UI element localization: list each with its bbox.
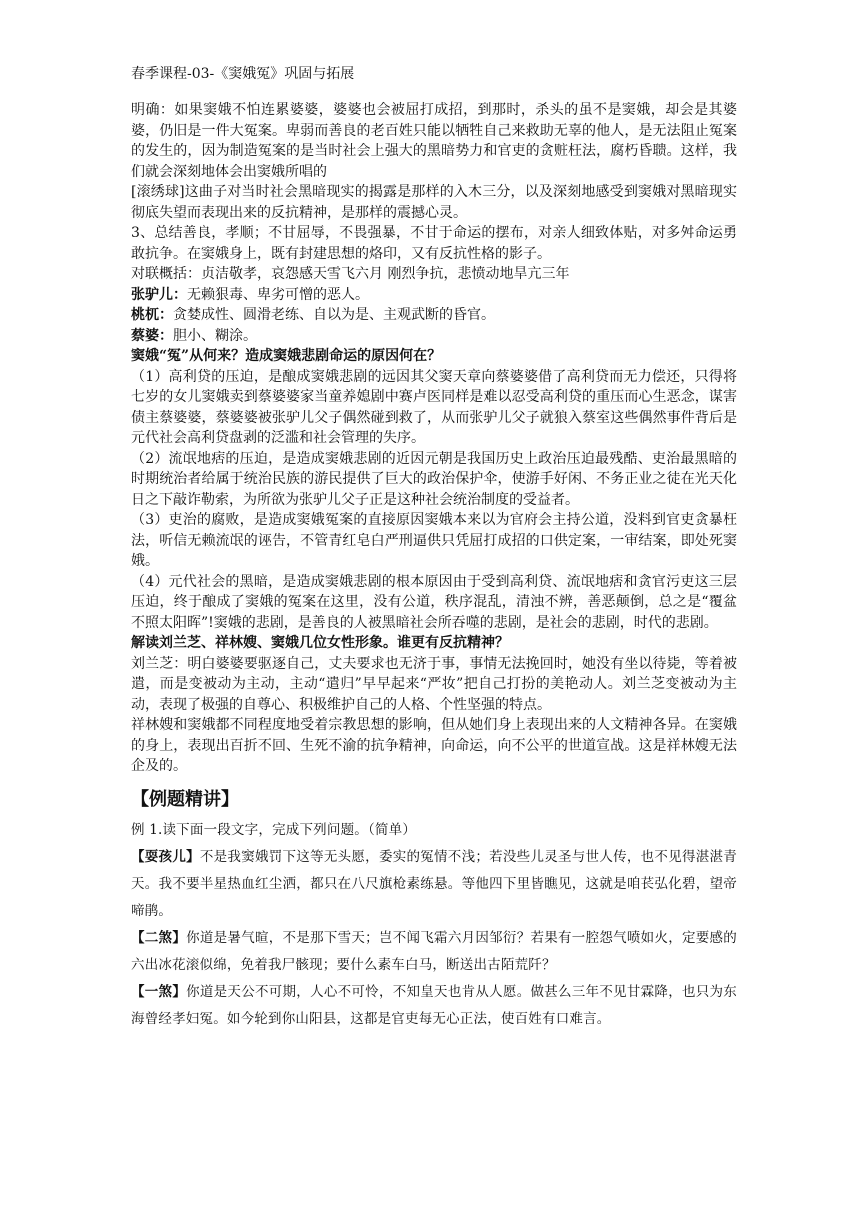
character-desc: 无赖狠毒、卑劣可憎的恶人。 — [187, 286, 369, 303]
example-block — [131, 817, 737, 1033]
character-taowu — [131, 305, 737, 326]
answer-paragraph-1: （1）高利贷的压迫，是酿成窦娥悲剧的远因其父窦天章向蔡婆婆借了高利贷而无力偿还，只得将七岁的女儿窦娥卖到蔡婆婆家当童养媳剧中赛卢医同样是难以忍受高利贷的重压而心生恶念，谋害债主蔡婆婆，蔡婆婆被张驴儿父子偶然碰到救了，从而张驴儿父子就狼入蔡室这些偶然事件背后是元代社会高利贷盘剥的泛滥和社会管理的失序。 — [131, 368, 737, 446]
question-heading-1: 窦娥“冤”从何来？造成窦娥悲剧命运的原因何在？ — [131, 348, 442, 364]
stanza-tag: 【二煞】 — [131, 929, 187, 946]
section-title: 【例题精讲】 — [131, 788, 239, 810]
answer-paragraph-2: （2）流氓地痞的压迫，是造成窦娥悲剧的近因元朝是我国历史上政治压迫最残酷、吏治最黑暗的时期统治者给属于统治民族的游民提供了巨大的政治保护伞，使游手好闲、不务正业之徒在光天化日之下敲诈勒索，为所欲为张驴儿父子正是这种社会统治制度的受益者。 — [131, 450, 737, 508]
stanza-text: 不是我窦娥罚下这等无头愿，委实的冤情不浅；若没些儿灵圣与世人传，也不见得湛湛青天。我不要半星热血红尘洒，都只在八尺旗枪素练悬。等他四下里皆瞧见，这就是咱苌弘化碧，望帝啼鹃。 — [131, 848, 737, 919]
analysis-paragraph-1: 刘兰芝：明白婆婆要驱逐自己，丈夫要求也无济于事，事情无法挽回时，她没有坐以待毙，等着被遣，而是变被动为主动，主动“遣归”早早起来“严妆”把自己打扮的美艳动人。刘兰芝变被动为主动，表现了极强的自尊心、积极维护自己的人格、个性坚强的特点。 — [131, 655, 737, 713]
document-body — [131, 100, 737, 1033]
stanza-tag: 【耍孩儿】 — [131, 848, 200, 865]
answer-paragraph-4: （4）元代社会的黑暗，是造成窦娥悲剧的根本原因由于受到高利贷、流氓地痞和贪官污吏这三层压迫，终于酿成了窦娥的冤案在这里，没有公道，秩序混乱，清浊不辨，善恶颠倒，总之是“覆盆不照太阳晖”!窦娥的悲剧，是善良的人被黑暗社会所吞噬的悲剧，是社会的悲剧，时代的悲剧。 — [131, 573, 737, 631]
paragraph-summary: 3、总结善良，孝顺；不甘屈辱，不畏强暴，不甘于命运的摆布，对亲人细致体贴，对多舛命运勇敢抗争。在窦娥身上，既有封建思想的烙印，又有反抗性格的影子。 — [131, 225, 737, 262]
paragraph-couplet: 对联概括：贞洁敬孝，哀怨感天雪飞六月 刚烈争抗，悲愤动地旱亢三年 — [131, 266, 570, 282]
character-desc: 胆小、糊涂。 — [173, 327, 257, 344]
paragraph-clarification: 明确：如果窦娥不怕连累婆婆，婆婆也会被屈打成招，到那时，杀头的虽不是窦娥，却会是其婆婆，仍旧是一件大冤案。卑弱而善良的老百姓只能以牺牲自己来救助无辜的他人，是无法阻止冤案的发生的，因为制造冤案的是当时社会上强大的黑暗势力和官吏的贪赃枉法，腐朽昏聩。这样，我们就会深刻地体会出窦娥所唱的 — [131, 102, 737, 180]
example-stanza-1 — [131, 844, 737, 925]
character-label: 桃杌： — [131, 307, 173, 323]
page-header: 春季课程-03-《窦娥冤》巩固与拓展 — [131, 66, 355, 82]
character-label: 蔡婆： — [131, 327, 173, 344]
character-zhanglver — [131, 285, 737, 306]
stanza-text: 你道是天公不可期，人心不可怜，不知皇天也肯从人愿。做甚么三年不见甘霖降，也只为东海曾经孝妇冤。如今轮到你山阳县，这都是官吏每无心正法，使百姓有口难言。 — [131, 983, 737, 1027]
paragraph-gunxiuqiu: [滚绣球]这曲子对当时社会黑暗现实的揭露是那样的入木三分，以及深刻地感受到窦娥对黑暗现实彻底失望而表现出来的反抗精神，是那样的震撼心灵。 — [131, 184, 737, 221]
question-heading-2: 解读刘兰芝、祥林嫂、窦娥几位女性形象。谁更有反抗精神？ — [131, 635, 509, 651]
answer-paragraph-3: （3）吏治的腐败，是造成窦娥冤案的直接原因窦娥本来以为官府会主持公道，没料到官吏贪暴枉法，听信无赖流氓的诬告，不管青红皂白严刑逼供只凭屈打成招的口供定案，一审结案，即处死窦娥。 — [131, 512, 737, 569]
example-stanza-3 — [131, 979, 737, 1033]
example-intro: 例 1.读下面一段文字，完成下列问题。（简单） — [131, 821, 417, 838]
stanza-tag: 【一煞】 — [131, 983, 187, 1000]
character-caipo — [131, 326, 737, 347]
example-stanza-2 — [131, 925, 737, 979]
character-label: 张驴儿： — [131, 286, 187, 303]
stanza-text: 你道是暑气暄，不是那下雪天；岂不闻飞霜六月因邹衍？若果有一腔怨气喷如火，定要感的六出冰花滚似绵，免着我尸骸现；要什么素车白马，断送出古陌荒阡？ — [131, 929, 737, 973]
analysis-paragraph-2: 祥林嫂和窦娥都不同程度地受着宗教思想的影响，但从她们身上表现出来的人文精神各异。在窦娥的身上，表现出百折不回、生死不渝的抗争精神，向命运，向不公平的世道宣战。这是祥林嫂无法企及的。 — [131, 717, 737, 774]
character-desc: 贪婪成性、圆滑老练、自以为是、主观武断的昏官。 — [173, 307, 495, 323]
